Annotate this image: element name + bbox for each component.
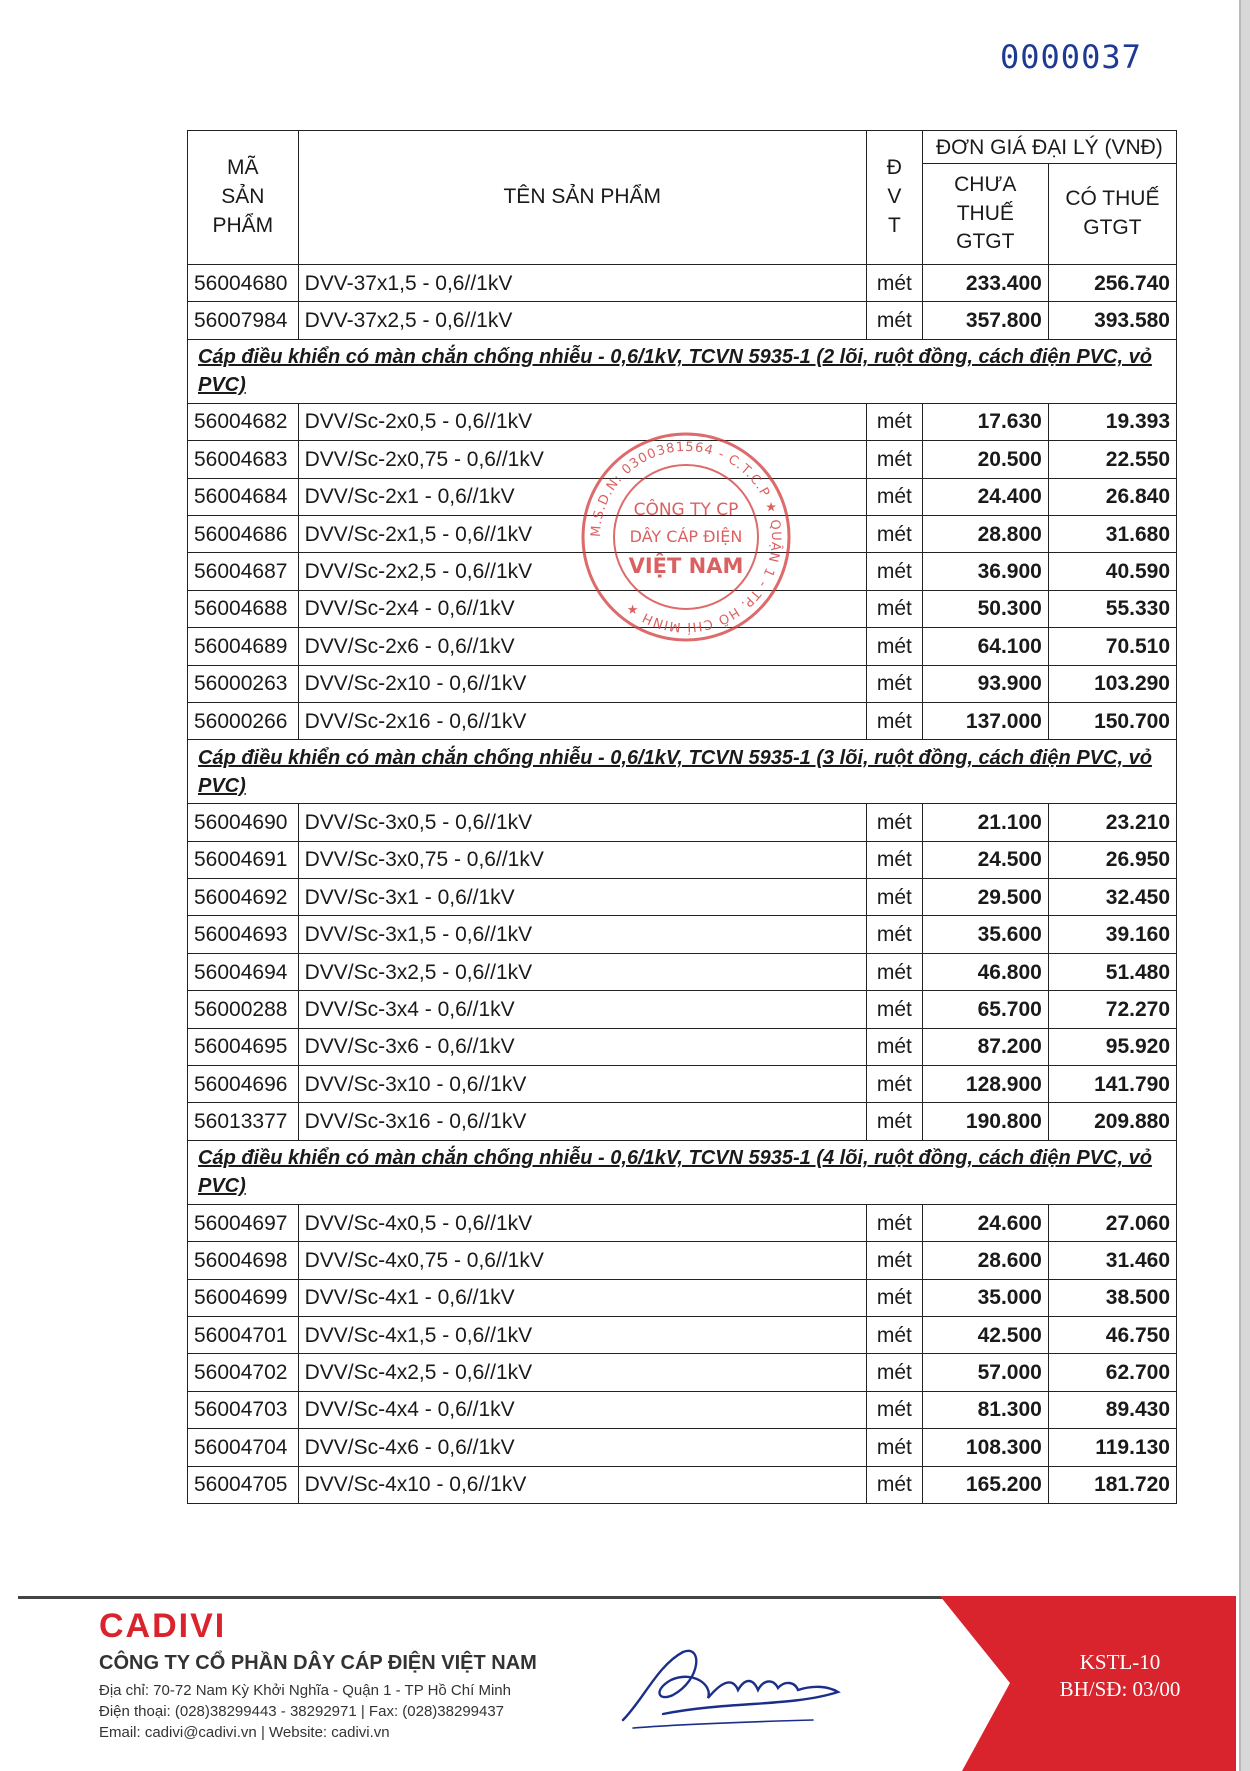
- product-code: 56004691: [188, 841, 299, 878]
- price-with-tax: 46.750: [1048, 1316, 1176, 1353]
- table-row: [188, 879, 1177, 916]
- product-unit: mét: [866, 841, 922, 878]
- price-pre-tax: 35.000: [922, 1279, 1048, 1316]
- price-pre-tax: 35.600: [922, 916, 1048, 953]
- price-with-tax: 19.393: [1048, 403, 1176, 440]
- price-pre-tax: 24.400: [922, 478, 1048, 515]
- table-row: [188, 841, 1177, 878]
- page-edge: [1241, 0, 1250, 1771]
- stamp-line-1: CÔNG TY CP: [633, 500, 739, 520]
- product-code: 56007984: [188, 302, 299, 339]
- price-with-tax: 31.460: [1048, 1242, 1176, 1279]
- product-name: DVV/Sc-4x2,5 - 0,6//1kV: [298, 1354, 866, 1391]
- product-code: 56004705: [188, 1466, 299, 1503]
- table-row: [188, 1466, 1177, 1503]
- table-row: [188, 302, 1177, 339]
- table-row: [188, 702, 1177, 739]
- product-unit: mét: [866, 991, 922, 1028]
- product-unit: mét: [866, 1354, 922, 1391]
- table-body: [188, 265, 1177, 1504]
- price-with-tax: 70.510: [1048, 628, 1176, 665]
- price-with-tax: 141.790: [1048, 1066, 1176, 1103]
- product-code: 56004697: [188, 1204, 299, 1241]
- product-unit: mét: [866, 1028, 922, 1065]
- price-with-tax: 393.580: [1048, 302, 1176, 339]
- product-unit: mét: [866, 1204, 922, 1241]
- product-code: 56004703: [188, 1391, 299, 1428]
- price-with-tax: 181.720: [1048, 1466, 1176, 1503]
- table-row: [188, 1279, 1177, 1316]
- product-name: DVV/Sc-3x6 - 0,6//1kV: [298, 1028, 866, 1065]
- table-row: [188, 265, 1177, 302]
- header-pre-tax: CHƯA THUẾ GTGT: [922, 164, 1048, 265]
- price-with-tax: 95.920: [1048, 1028, 1176, 1065]
- stamp-line-2: DÂY CÁP ĐIỆN: [629, 527, 743, 546]
- product-name: DVV/Sc-4x1,5 - 0,6//1kV: [298, 1316, 866, 1353]
- stamp-ring-text: M.S.D.N: 0300381564 - C.T.C.P ★ QUẬN 1 - TP. HỒ CHÍ MINH ★: [588, 439, 784, 635]
- price-with-tax: 72.270: [1048, 991, 1176, 1028]
- header-with-tax: CÓ THUẾ GTGT: [1048, 164, 1176, 265]
- product-unit: mét: [866, 665, 922, 702]
- product-name: DVV/Sc-2x10 - 0,6//1kV: [298, 665, 866, 702]
- price-pre-tax: 57.000: [922, 1354, 1048, 1391]
- product-code: 56004688: [188, 590, 299, 627]
- price-pre-tax: 21.100: [922, 804, 1048, 841]
- section-title: Cáp điều khiển có màn chắn chống nhiễu - 0,6/1kV, TCVN 5935-1 (3 lõi, ruột đồng, cách điện PVC, vỏ PVC): [188, 740, 1177, 804]
- price-pre-tax: 87.200: [922, 1028, 1048, 1065]
- product-unit: mét: [866, 302, 922, 339]
- price-pre-tax: 64.100: [922, 628, 1048, 665]
- product-code: 56004684: [188, 478, 299, 515]
- price-pre-tax: 28.800: [922, 515, 1048, 552]
- price-pre-tax: 17.630: [922, 403, 1048, 440]
- product-name: DVV-37x2,5 - 0,6//1kV: [298, 302, 866, 339]
- product-code: 56004696: [188, 1066, 299, 1103]
- company-phone: Điện thoại: (028)38299443 - 38292971 | Fax: (028)38299437: [99, 1703, 505, 1720]
- price-with-tax: 23.210: [1048, 804, 1176, 841]
- price-pre-tax: 24.600: [922, 1204, 1048, 1241]
- company-name: CÔNG TY CỔ PHẦN DÂY CÁP ĐIỆN VIỆT NAM: [99, 1652, 537, 1674]
- product-code: 56013377: [188, 1103, 299, 1140]
- product-name: DVV/Sc-3x2,5 - 0,6//1kV: [298, 953, 866, 990]
- product-code: 56004687: [188, 553, 299, 590]
- section-row: [188, 339, 1177, 403]
- price-with-tax: 27.060: [1048, 1204, 1176, 1241]
- table-row: [188, 628, 1177, 665]
- product-code: 56004695: [188, 1028, 299, 1065]
- table-row: [188, 1354, 1177, 1391]
- table-row: [188, 590, 1177, 627]
- price-with-tax: 38.500: [1048, 1279, 1176, 1316]
- table-row: [188, 403, 1177, 440]
- product-code: 56000266: [188, 702, 299, 739]
- product-name: DVV/Sc-3x1 - 0,6//1kV: [298, 879, 866, 916]
- page-edge-line: [1239, 0, 1241, 1771]
- signature: [613, 1640, 863, 1735]
- form-revision: BH/SĐ: 03/00: [1059, 1677, 1181, 1701]
- product-code: 56004704: [188, 1429, 299, 1466]
- price-pre-tax: 28.600: [922, 1242, 1048, 1279]
- product-unit: mét: [866, 879, 922, 916]
- header-price-group: ĐƠN GIÁ ĐẠI LÝ (VNĐ): [922, 131, 1176, 164]
- product-name: DVV/Sc-4x6 - 0,6//1kV: [298, 1429, 866, 1466]
- product-code: 56004701: [188, 1316, 299, 1353]
- product-code: 56004680: [188, 265, 299, 302]
- product-code: 56004692: [188, 879, 299, 916]
- table-row: [188, 1028, 1177, 1065]
- section-row: [188, 1140, 1177, 1204]
- product-name: DVV/Sc-2x1 - 0,6//1kV: [298, 478, 866, 515]
- product-code: 56004682: [188, 403, 299, 440]
- product-unit: mét: [866, 403, 922, 440]
- table-row: [188, 804, 1177, 841]
- product-unit: mét: [866, 515, 922, 552]
- table-row: [188, 1391, 1177, 1428]
- product-name: DVV/Sc-3x1,5 - 0,6//1kV: [298, 916, 866, 953]
- product-name: DVV/Sc-4x0,75 - 0,6//1kV: [298, 1242, 866, 1279]
- product-name: DVV/Sc-2x1,5 - 0,6//1kV: [298, 515, 866, 552]
- price-with-tax: 22.550: [1048, 441, 1176, 478]
- table-row: [188, 441, 1177, 478]
- product-unit: mét: [866, 553, 922, 590]
- product-name: DVV/Sc-2x6 - 0,6//1kV: [298, 628, 866, 665]
- product-name: DVV/Sc-4x10 - 0,6//1kV: [298, 1466, 866, 1503]
- price-table: [187, 130, 1177, 1504]
- table-row: [188, 665, 1177, 702]
- product-code: 56004693: [188, 916, 299, 953]
- price-with-tax: 40.590: [1048, 553, 1176, 590]
- table-row: [188, 515, 1177, 552]
- price-with-tax: 32.450: [1048, 879, 1176, 916]
- price-with-tax: 89.430: [1048, 1391, 1176, 1428]
- product-name: DVV/Sc-4x0,5 - 0,6//1kV: [298, 1204, 866, 1241]
- price-pre-tax: 36.900: [922, 553, 1048, 590]
- table-row: [188, 1429, 1177, 1466]
- product-code: 56004699: [188, 1279, 299, 1316]
- price-pre-tax: 93.900: [922, 665, 1048, 702]
- product-name: DVV/Sc-2x4 - 0,6//1kV: [298, 590, 866, 627]
- product-name: DVV/Sc-2x0,75 - 0,6//1kV: [298, 441, 866, 478]
- price-with-tax: 55.330: [1048, 590, 1176, 627]
- product-code: 56004698: [188, 1242, 299, 1279]
- product-name: DVV/Sc-3x0,75 - 0,6//1kV: [298, 841, 866, 878]
- header-code: MÃ SẢN PHẨM: [188, 131, 299, 265]
- section-title: Cáp điều khiển có màn chắn chống nhiễu - 0,6/1kV, TCVN 5935-1 (4 lõi, ruột đồng, cách điện PVC, vỏ PVC): [188, 1140, 1177, 1204]
- price-pre-tax: 357.800: [922, 302, 1048, 339]
- product-unit: mét: [866, 1391, 922, 1428]
- price-pre-tax: 137.000: [922, 702, 1048, 739]
- product-unit: mét: [866, 702, 922, 739]
- product-name: DVV/Sc-3x0,5 - 0,6//1kV: [298, 804, 866, 841]
- price-pre-tax: 190.800: [922, 1103, 1048, 1140]
- price-pre-tax: 65.700: [922, 991, 1048, 1028]
- product-code: 56000288: [188, 991, 299, 1028]
- price-pre-tax: 165.200: [922, 1466, 1048, 1503]
- price-pre-tax: 24.500: [922, 841, 1048, 878]
- product-unit: mét: [866, 1103, 922, 1140]
- price-with-tax: 62.700: [1048, 1354, 1176, 1391]
- section-row: [188, 740, 1177, 804]
- price-pre-tax: 233.400: [922, 265, 1048, 302]
- product-unit: mét: [866, 804, 922, 841]
- product-code: 56000263: [188, 665, 299, 702]
- document-number: 0000037: [1000, 38, 1142, 76]
- product-unit: mét: [866, 1279, 922, 1316]
- product-name: DVV/Sc-3x4 - 0,6//1kV: [298, 991, 866, 1028]
- table-row: [188, 478, 1177, 515]
- product-name: DVV/Sc-3x10 - 0,6//1kV: [298, 1066, 866, 1103]
- header-name: TÊN SẢN PHẨM: [298, 131, 866, 265]
- price-with-tax: 256.740: [1048, 265, 1176, 302]
- product-name: DVV/Sc-4x1 - 0,6//1kV: [298, 1279, 866, 1316]
- price-pre-tax: 128.900: [922, 1066, 1048, 1103]
- company-address: Địa chỉ: 70-72 Nam Kỳ Khởi Nghĩa - Quận 1 - TP Hồ Chí Minh: [99, 1682, 511, 1699]
- product-name: DVV/Sc-2x16 - 0,6//1kV: [298, 702, 866, 739]
- price-with-tax: 209.880: [1048, 1103, 1176, 1140]
- table-row: [188, 1242, 1177, 1279]
- product-code: 56004702: [188, 1354, 299, 1391]
- price-with-tax: 26.840: [1048, 478, 1176, 515]
- product-name: DVV/Sc-2x2,5 - 0,6//1kV: [298, 553, 866, 590]
- table-row: [188, 1066, 1177, 1103]
- price-with-tax: 39.160: [1048, 916, 1176, 953]
- company-email: Email: cadivi@cadivi.vn | Website: cadivi.vn: [99, 1724, 390, 1741]
- product-unit: mét: [866, 916, 922, 953]
- product-unit: mét: [866, 1316, 922, 1353]
- product-code: 56004689: [188, 628, 299, 665]
- cadivi-logo: CADIVI: [99, 1607, 227, 1645]
- price-with-tax: 51.480: [1048, 953, 1176, 990]
- product-unit: mét: [866, 953, 922, 990]
- product-unit: mét: [866, 628, 922, 665]
- table-row: [188, 553, 1177, 590]
- price-pre-tax: 81.300: [922, 1391, 1048, 1428]
- product-unit: mét: [866, 590, 922, 627]
- price-with-tax: 103.290: [1048, 665, 1176, 702]
- header-unit: Đ V T: [866, 131, 922, 265]
- product-name: DVV-37x1,5 - 0,6//1kV: [298, 265, 866, 302]
- table-row: [188, 1316, 1177, 1353]
- form-code: KSTL-10: [1079, 1650, 1161, 1674]
- price-pre-tax: 46.800: [922, 953, 1048, 990]
- price-pre-tax: 42.500: [922, 1316, 1048, 1353]
- product-code: 56004683: [188, 441, 299, 478]
- section-title: Cáp điều khiển có màn chắn chống nhiễu - 0,6/1kV, TCVN 5935-1 (2 lõi, ruột đồng, cách điện PVC, vỏ PVC): [188, 339, 1177, 403]
- table-row: [188, 991, 1177, 1028]
- price-with-tax: 119.130: [1048, 1429, 1176, 1466]
- product-unit: mét: [866, 478, 922, 515]
- table-row: [188, 1204, 1177, 1241]
- product-code: 56004690: [188, 804, 299, 841]
- product-name: DVV/Sc-2x0,5 - 0,6//1kV: [298, 403, 866, 440]
- stamp-line-3: VIỆT NAM: [628, 554, 744, 578]
- product-name: DVV/Sc-4x4 - 0,6//1kV: [298, 1391, 866, 1428]
- product-unit: mét: [866, 265, 922, 302]
- product-unit: mét: [866, 1466, 922, 1503]
- price-pre-tax: 20.500: [922, 441, 1048, 478]
- price-with-tax: 26.950: [1048, 841, 1176, 878]
- price-pre-tax: 50.300: [922, 590, 1048, 627]
- table-row: [188, 916, 1177, 953]
- product-unit: mét: [866, 441, 922, 478]
- product-unit: mét: [866, 1066, 922, 1103]
- product-unit: mét: [866, 1429, 922, 1466]
- product-name: DVV/Sc-3x16 - 0,6//1kV: [298, 1103, 866, 1140]
- price-with-tax: 150.700: [1048, 702, 1176, 739]
- price-pre-tax: 108.300: [922, 1429, 1048, 1466]
- price-pre-tax: 29.500: [922, 879, 1048, 916]
- product-unit: mét: [866, 1242, 922, 1279]
- table-row: [188, 1103, 1177, 1140]
- price-with-tax: 31.680: [1048, 515, 1176, 552]
- table-row: [188, 953, 1177, 990]
- product-code: 56004694: [188, 953, 299, 990]
- product-code: 56004686: [188, 515, 299, 552]
